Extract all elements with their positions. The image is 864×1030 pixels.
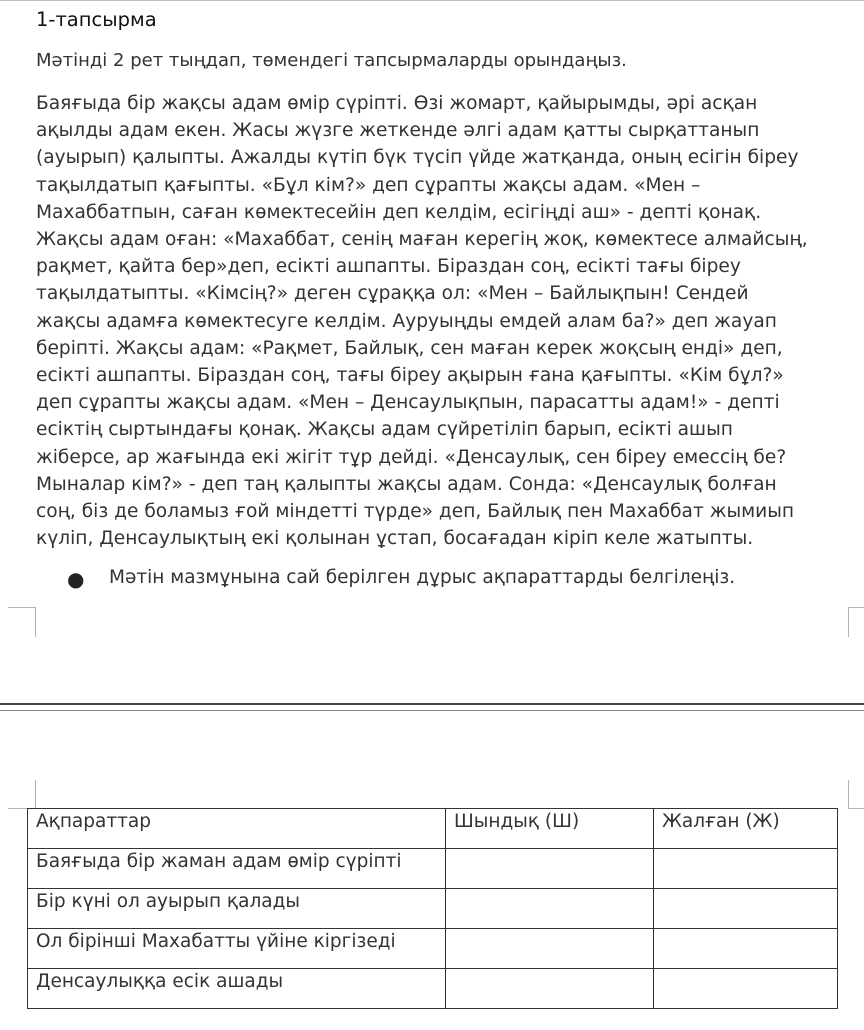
true-answer-cell[interactable] [446,929,654,969]
table-header-row [28,809,838,849]
story-line: Махаббатпын, саған көмектесейін деп келдім, есігіңді аш» - депті қонақ. [36,201,762,223]
task-title: 1-тапсырма [36,8,157,31]
story-line: жақсы адамға көмектесуге келдім. Ауруыңды емдей алам ба?» деп жауап [36,310,777,332]
statement-cell: Бір күні ол ауырып қалады [28,889,446,929]
false-answer-cell[interactable] [654,889,838,929]
false-answer-cell[interactable] [654,929,838,969]
story-text [36,90,836,552]
true-answer-cell[interactable] [446,889,654,929]
story-line: беріпті. Жақсы адам: «Рақмет, Байлық, сен маған керек жоқсың енді» деп, [36,337,783,359]
true-answer-cell[interactable] [446,849,654,889]
statement-cell: Денсаулыққа есік ашады [28,969,446,1009]
story-line: ақылды адам екен. Жасы жүзге жеткенде әлгі адам қатты сырқаттанып [36,120,760,142]
false-answer-cell[interactable] [654,969,838,1009]
table-header-cell: Жалған (Ж) [654,809,838,849]
table-row [28,929,838,969]
info-table [27,808,838,1009]
true-answer-cell[interactable] [446,969,654,1009]
crop-mark-bottom-right [848,780,864,809]
story-line: Баяғыда бір жақсы адам өмір сүріпті. Өзі жомарт, қайырымды, әрі асқан [36,93,758,114]
false-answer-cell[interactable] [654,849,838,889]
story-line: (ауырып) қалыпты. Ажалды күтіп бүк түсіп үйде жатқанда, оның есігін біреу [36,147,799,169]
crop-mark-bottom-left [8,780,36,809]
crop-mark-top-left [8,607,36,637]
story-line: күліп, Денсаулықтың екі қолынан ұстап, босағадан кіріп келе жатыпты. [36,528,754,550]
story-line: соң, біз де боламыз ғой міндетті түрде» деп, Байлық пен Махаббат жымиып [36,501,795,523]
table-row [28,889,838,929]
story-line: жіберсе, ар жағында екі жігіт тұр дейді. «Денсаулық, сен біреу емессің бе? [36,446,787,468]
story-line: Мыналар кім?» - деп таң қалыпты жақсы адам. Сонда: «Денсаулық болған [36,473,777,495]
story-line: тақылдатыпты. «Кімсің?» деген сұраққа ол: «Мен – Байлықпын! Сендей [36,283,749,305]
statement-cell: Ол бірінші Махабатты үйіне кіргізеді [28,929,446,969]
crop-mark-top-right [848,607,864,637]
table-row [28,849,838,889]
bullet-icon: ● [67,567,85,591]
table-header-cell: Шындық (Ш) [446,809,654,849]
table-row [28,969,838,1009]
bullet-text: Мәтін мазмұнына сай берілген дұрыс ақпараттарды белгілеңіз. [109,567,736,588]
story-line: есікті ашпапты. Біраздан соң, тағы біреу ақырын ғана қағыпты. «Кім бұл?» [36,365,784,387]
story-line: Жақсы адам оған: «Махаббат, сенің маған керегің жоқ, көмектесе алмайсың, [36,229,808,251]
story-line: рақмет, қайта бер»деп, есікті ашпапты. Біраздан соң, есікті тағы біреу [36,256,741,278]
page-break-line [0,710,864,711]
story-line: тақылдатып қағыпты. «Бұл кім?» деп сұрапты жақсы адам. «Мен – [36,174,701,196]
story-line: деп сұрапты жақсы адам. «Мен – Денсаулықпын, парасатты адам!» - депті [36,392,780,414]
story-line: есіктің сыртындағы қонақ. Жақсы адам сүйретіліп барып, есікті ашып [36,419,733,441]
page-break-line [0,703,864,705]
statement-cell: Баяғыда бір жаман адам өмір сүріпті [28,849,446,889]
task-instruction: Мәтінді 2 рет тыңдап, төмендегі тапсырмаларды орындаңыз. [36,50,627,71]
table-header-cell: Ақпараттар [28,809,446,849]
page-top-border [0,0,864,1]
